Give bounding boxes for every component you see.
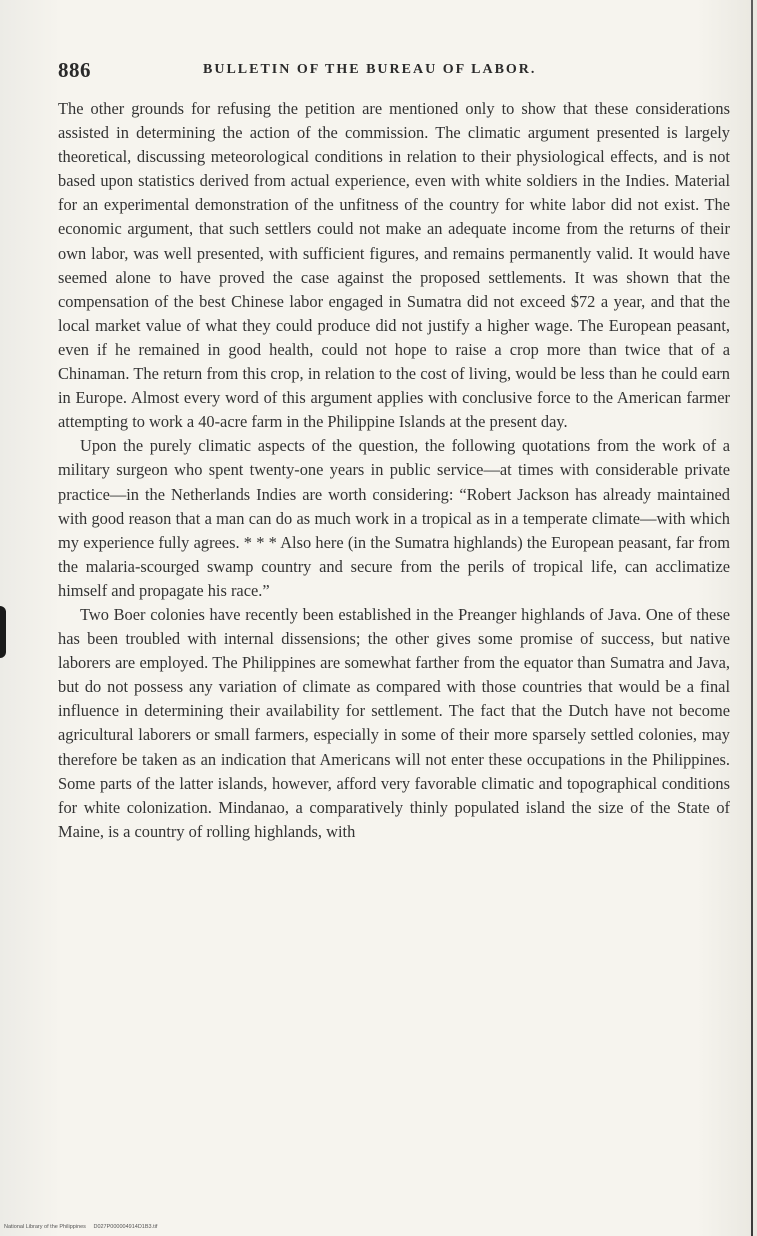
binding-edge bbox=[751, 0, 753, 1236]
paragraph-3: Two Boer colonies have recently been established in the Preanger highlands of Java. One of these has been troubled with internal dissensions; the other gives some promise of success, but native laborers are employed. The Philippines are somewhat farther from the equator than Sumatra and Java, but do not possess any variation of climate as compared with those countries that would be a final influence in determining their availability for settlement. The fact that the Dutch have not become agricultural laborers or small farmers, especially in some of their more sparsely settled colonies, may therefore be taken as an indication that Americans will not enter these occupations in the Philippines. Some parts of the latter islands, however, afford very favorable climatic and topographical conditions for white colonization. Mindanao, a comparatively thinly populated island the size of the State of Maine, is a country of rolling highlands, with bbox=[58, 604, 730, 841]
footer-library: National Library of the Philippines bbox=[4, 1224, 86, 1230]
running-head: BULLETIN OF THE BUREAU OF LABOR. bbox=[203, 62, 537, 77]
paragraph-1: The other grounds for refusing the petition are mentioned only to show that these considerations assisted in determining the action of the commission. The climatic argument presented is largely theoretical, discussing meteorological conditions in relation to their physiological effects, and is not based upon statistics derived from actual experience, even with white soldiers in the Indies. Material for an experimental demonstration of the unfitness of the country for white labor did not exist. The economic argument, that such settlers could not make an adequate income from the returns of their own labor, was well presented, with sufficient figures, and remains permanently valid. It would have seemed alone to have proved the case against the proposed settlements. It was shown that the compensation of the best Chinese labor engaged in Sumatra did not exceed $72 a year, and that the local market value of what they could produce did not justify a higher wage. The European peasant, even if he remained in good health, could not hope to raise a crop more than twice that of a Chinaman. The return from this crop, in relation to the cost of living, would be less than he could earn in Europe. Almost every word of this argument applies with conclusive force to the American farmer attempting to work a 40-acre farm in the Philippine Islands at the present day. bbox=[58, 99, 730, 432]
paragraph-2: Upon the purely climatic aspects of the question, the following quotations from the work of a military surgeon who spent twenty-one years in public service—at times with considerable private practice—in the Netherlands Indies are worth considering: “Robert Jackson has already maintained with good reason that a man can do as much work in a tropical as in a temperate climate—with which my experience fully agrees. * * * Also here (in the Sumatra highlands) the European peasant, far from the malaria-scourged swamp country and secure from the perils of tropical life, can acclimatize himself and propagate his race.” bbox=[58, 436, 730, 600]
page-number: 886 bbox=[58, 58, 91, 82]
body-text bbox=[58, 97, 730, 844]
page-header bbox=[58, 58, 728, 82]
scan-footer bbox=[4, 1224, 157, 1230]
footer-identifier: D027P000004914D1B3.tif bbox=[93, 1224, 158, 1230]
page-edge-mark bbox=[0, 606, 6, 658]
